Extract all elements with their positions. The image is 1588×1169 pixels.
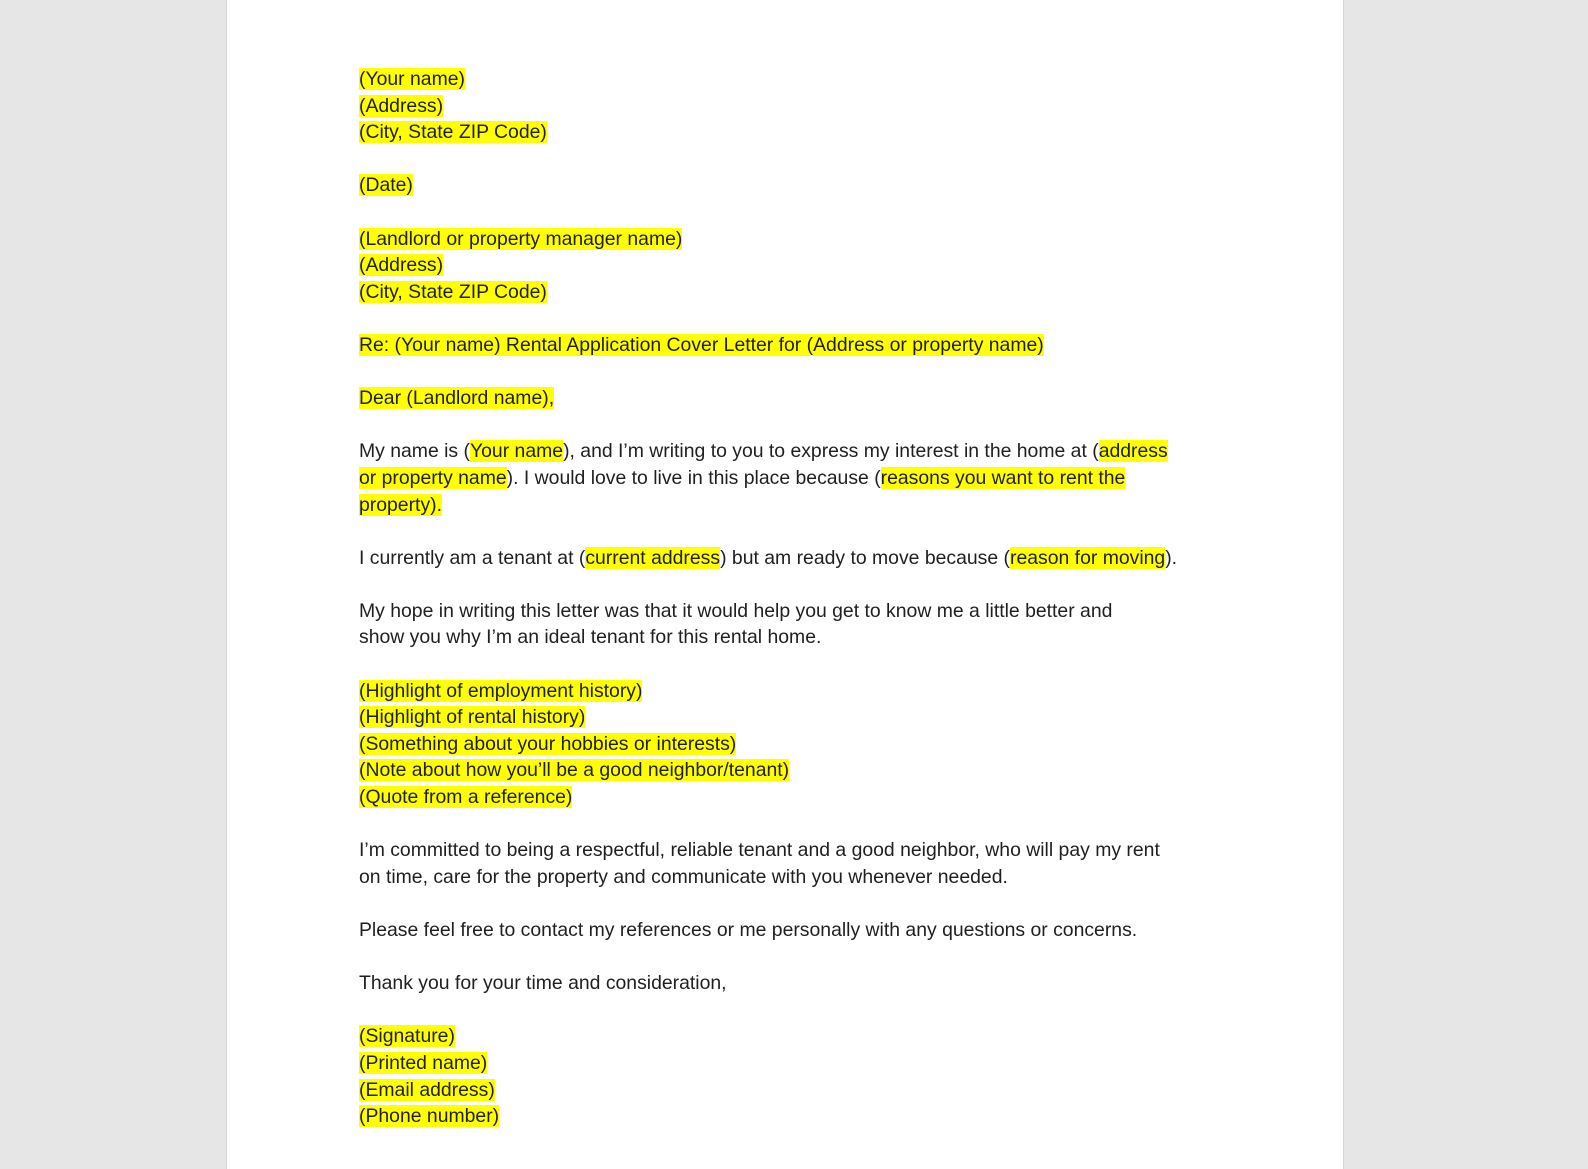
recipient-city-state-zip: (City, State ZIP Code)	[359, 280, 547, 303]
paragraph-current-tenancy	[359, 545, 1219, 572]
tenancy-highlight-reason: reason for moving	[1010, 546, 1166, 569]
commitment-line-1: I’m committed to being a respectful, reliable tenant and a good neighbor, who will pay my rent	[359, 839, 1160, 862]
paragraph-commitment	[359, 837, 1219, 890]
signature-block	[359, 1023, 1219, 1129]
sender-city-state-zip: (City, State ZIP Code)	[359, 121, 547, 144]
highlight-hobbies: (Something about your hobbies or interests)	[359, 732, 737, 755]
date-block	[359, 172, 1219, 199]
salutation: Dear (Landlord name),	[359, 387, 555, 410]
recipient-address: (Address)	[359, 254, 444, 277]
intro-text-3: ). I would love to live in this place because (	[506, 466, 881, 489]
tenancy-text-2: ) but am ready to move because (	[720, 546, 1010, 569]
highlight-reference-quote: (Quote from a reference)	[359, 786, 573, 809]
contact-line: Please feel free to contact my references or me personally with any questions or concerns.	[359, 919, 1138, 941]
highlight-neighbor: (Note about how you’ll be a good neighbor/tenant)	[359, 759, 790, 782]
tenancy-text-1: I currently am a tenant at (	[359, 546, 586, 569]
paragraph-contact	[359, 917, 1219, 944]
subject-block	[359, 332, 1219, 359]
tenancy-highlight-address: current address	[585, 546, 721, 569]
intro-text-2: ), and I’m writing to you to express my interest in the home at (	[563, 440, 1099, 463]
highlight-employment: (Highlight of employment history)	[359, 679, 643, 702]
sender-address: (Address)	[359, 94, 444, 117]
recipient-name: (Landlord or property manager name)	[359, 227, 683, 250]
salutation-block	[359, 385, 1219, 412]
tenancy-text-3: ).	[1165, 546, 1178, 569]
hope-line-2: show you why I’m an ideal tenant for this rental home.	[359, 626, 822, 649]
subject-line: Re: (Your name) Rental Application Cover Letter for (Address or property name)	[359, 333, 1044, 356]
signature: (Signature)	[359, 1025, 455, 1048]
highlight-rental: (Highlight of rental history)	[359, 706, 586, 729]
intro-text-1: My name is (	[359, 440, 470, 463]
document-page[interactable]	[226, 0, 1344, 1169]
closing-block	[359, 970, 1219, 997]
hope-line-1: My hope in writing this letter was that it would help you get to know me a little better and	[359, 599, 1113, 622]
intro-highlight-address-cont: or property name	[359, 466, 507, 489]
recipient-block	[359, 226, 1219, 306]
paragraph-hope	[359, 598, 1219, 651]
intro-highlight-reasons-cont: property).	[359, 493, 442, 516]
email-address: (Email address)	[359, 1078, 495, 1101]
commitment-line-2: on time, care for the property and communicate with you whenever needed.	[359, 865, 1008, 888]
intro-highlight-address: address	[1098, 440, 1168, 463]
sender-block	[359, 66, 1219, 146]
letter-body[interactable]	[359, 66, 1219, 1156]
printed-name: (Printed name)	[359, 1051, 488, 1074]
intro-highlight-reasons: reasons you want to rent the	[880, 466, 1126, 489]
sender-name: (Your name)	[359, 68, 465, 90]
phone-number: (Phone number)	[359, 1105, 500, 1128]
highlights-block	[359, 678, 1219, 811]
intro-highlight-name: Your name	[469, 440, 564, 463]
paragraph-intro	[359, 438, 1219, 518]
closing-line: Thank you for your time and consideration,	[359, 972, 727, 995]
letter-date: (Date)	[359, 174, 413, 197]
